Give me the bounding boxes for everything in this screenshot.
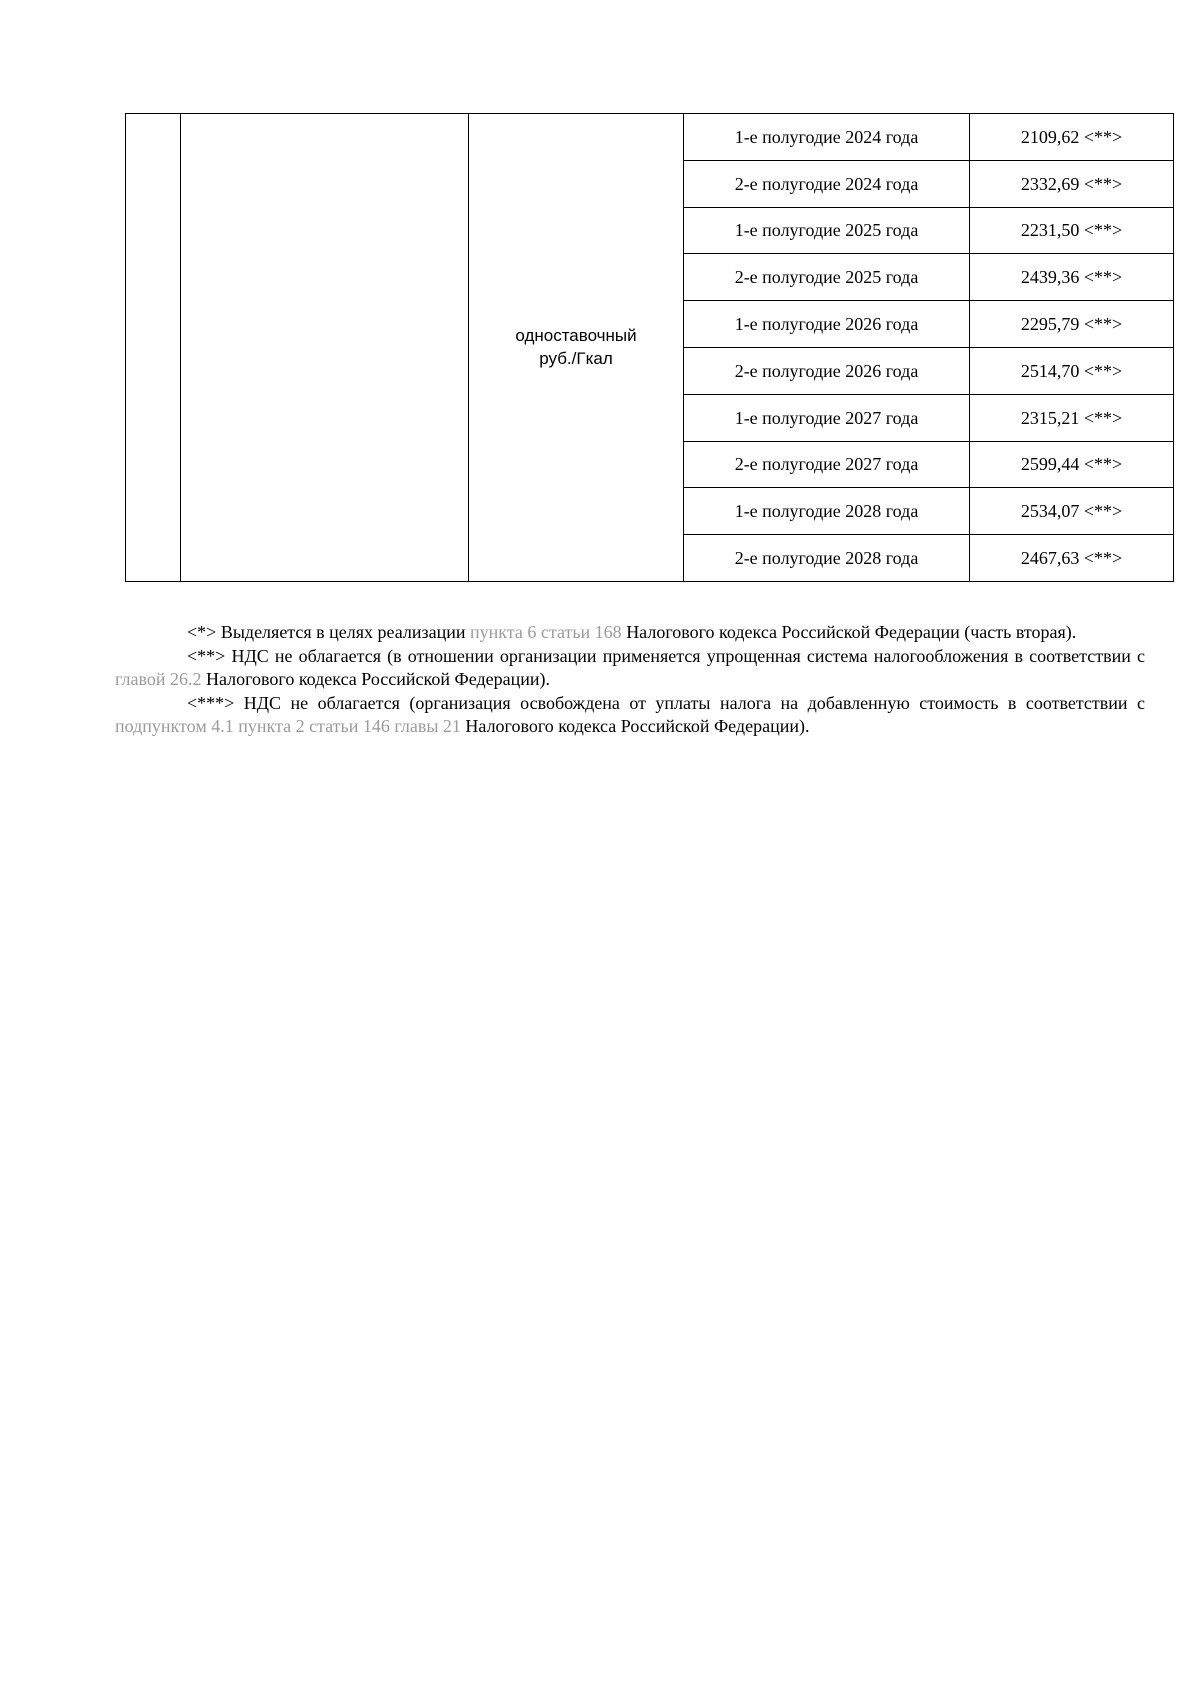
footnote-text: Выделяется в целях реализации (216, 622, 471, 642)
footnote-marker: <***> (187, 692, 235, 713)
period-cell: 1-е полугодие 2025 года (684, 207, 970, 254)
footnote-3 (115, 692, 1145, 739)
footnotes (115, 621, 1145, 739)
footnote-text: Налогового кодекса Российской Федерации (часть вторая). (621, 622, 1077, 642)
period-cell: 2-е полугодие 2028 года (684, 535, 970, 582)
period-cell: 1-е полугодие 2024 года (684, 114, 970, 161)
value-cell: 2332,69 <**> (970, 160, 1174, 207)
period-cell: 1-е полугодие 2028 года (684, 488, 970, 535)
value-cell: 2231,50 <**> (970, 207, 1174, 254)
period-cell: 2-е полугодие 2025 года (684, 254, 970, 301)
period-cell: 2-е полугодие 2024 года (684, 160, 970, 207)
period-cell: 1-е полугодие 2026 года (684, 301, 970, 348)
legal-reference-link[interactable]: главой 26.2 (115, 669, 202, 689)
footnote-text: НДС не облагается (организация освобождена от уплаты налога на добавленную стоимость в соответствии с (234, 692, 1145, 713)
tariff-type-cell (469, 114, 684, 582)
period-cell: 2-е полугодие 2026 года (684, 347, 970, 394)
footnote-2 (115, 645, 1145, 692)
value-cell: 2315,21 <**> (970, 394, 1174, 441)
period-cell: 1-е полугодие 2027 года (684, 394, 970, 441)
footnote-text: Налогового кодекса Российской Федерации). (201, 669, 550, 689)
footnote-marker: <*> (187, 622, 217, 642)
organization-cell (181, 114, 469, 582)
table-row (126, 114, 1174, 161)
legal-reference-link[interactable]: подпунктом 4.1 пункта 2 статьи 146 главы 21 (115, 716, 461, 736)
value-cell: 2109,62 <**> (970, 114, 1174, 161)
tariff-type-label: одноставочный (515, 326, 637, 346)
period-cell: 2-е полугодие 2027 года (684, 441, 970, 488)
footnote-1 (115, 621, 1145, 645)
value-cell: 2514,70 <**> (970, 347, 1174, 394)
number-cell (126, 114, 181, 582)
tariff-table (125, 113, 1174, 582)
value-cell: 2599,44 <**> (970, 441, 1174, 488)
value-cell: 2439,36 <**> (970, 254, 1174, 301)
tariff-unit-label: руб./Гкал (539, 349, 613, 369)
legal-reference-link[interactable]: пункта 6 статьи 168 (470, 622, 622, 642)
value-cell: 2467,63 <**> (970, 535, 1174, 582)
footnote-marker: <**> (187, 645, 226, 666)
footnote-text: НДС не облагается (в отношении организации применяется упрощенная система налогообложения в соответствии с (225, 645, 1145, 666)
value-cell: 2295,79 <**> (970, 301, 1174, 348)
value-cell: 2534,07 <**> (970, 488, 1174, 535)
footnote-text: Налогового кодекса Российской Федерации). (460, 716, 810, 736)
